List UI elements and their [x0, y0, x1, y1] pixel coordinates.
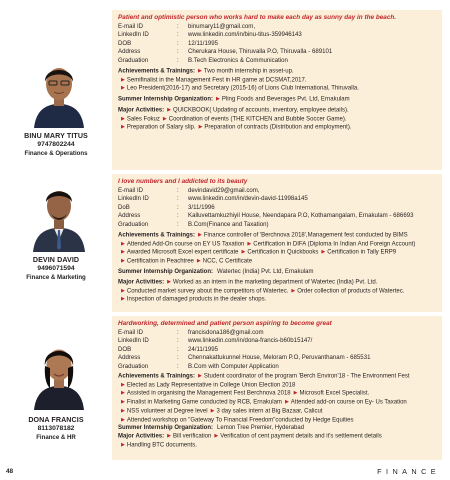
triangle-bullet-icon: ▶ [121, 296, 125, 303]
activities-section: Major Activities: ▶ Worked as an intern in the marketing department of Watertec (India) Pvt. Ltd. ▶ Conducted market survey about the competitors of Watertec. ▶ Order collection of products of Watertec. ▶ Inspection of damaged products in the dealer shops. [118, 279, 405, 303]
profile-info-panel [112, 10, 442, 170]
profile-devin-david [0, 174, 450, 312]
triangle-bullet-icon: ▶ [121, 76, 125, 83]
profile-name-block [0, 256, 112, 282]
profile-info-panel [112, 174, 442, 312]
triangle-bullet-icon: ▶ [214, 433, 219, 440]
profile-tagline: Hardworking, determined and patient person aspiring to become great [118, 320, 332, 327]
profile-name-block [0, 416, 112, 442]
triangle-bullet-icon: ▶ [167, 433, 171, 440]
detail-row: LinkedIn ID : www.linkedin.com/in/binu-titus-359946143 [118, 31, 302, 39]
detail-row: E-mail ID : devindavid29@gmail.com, [118, 187, 260, 194]
profile-photo-column [0, 316, 112, 460]
profile-info-panel [112, 316, 442, 460]
achievements-section: Achievements & Trainings: ▶ Finance controller of 'Berchnova 2018',Management fest conducted by BIMS ▶ Attended Add-On course on EY US Taxation ▶ Certification in DIFA (Diploma In Indian And Foreign Account) ▶ Awarded Microsoft Excel expert certificate ▶ Certification in Quickbooks ▶ Certification in Tally ERP9 ▶ Certification in Peachtree ▶ NCC, C Certificate [118, 232, 416, 265]
triangle-bullet-icon: ▶ [121, 124, 125, 131]
profile-department: Finance & Operations [24, 149, 88, 157]
profile-tagline: I love numbers and I addicted to its beauty [118, 178, 248, 185]
triangle-bullet-icon: ▶ [247, 240, 252, 247]
profile-details [118, 329, 437, 371]
profile-details [118, 187, 437, 229]
profile-photo-column [0, 10, 112, 170]
person-portrait-icon [30, 178, 88, 252]
triangle-bullet-icon: ▶ [321, 249, 326, 256]
detail-row: DOB : 12/11/1995 [118, 39, 219, 47]
triangle-bullet-icon: ▶ [121, 85, 125, 92]
triangle-bullet-icon: ▶ [198, 124, 203, 131]
profile-tagline: Patient and optimistic person who works hard to make each day as sunny day in the beach. [118, 14, 397, 21]
profile-photo [30, 178, 88, 252]
triangle-bullet-icon: ▶ [198, 373, 202, 380]
triangle-bullet-icon: ▶ [121, 240, 125, 247]
profile-name: DEVIN DAVID [32, 256, 80, 264]
triangle-bullet-icon: ▶ [241, 249, 246, 256]
detail-row: Address : Cherukara House, Thiruvalla P.O, Thiruvalla - 689101 [118, 48, 333, 56]
triangle-bullet-icon: ▶ [216, 96, 220, 103]
triangle-bullet-icon: ▶ [210, 407, 215, 414]
triangle-bullet-icon: ▶ [196, 258, 201, 265]
triangle-bullet-icon: ▶ [121, 115, 125, 122]
triangle-bullet-icon: ▶ [293, 390, 298, 397]
internship-section: Summer Internship Organization: Lemon Tree Premier, Hyderabad [118, 425, 305, 432]
profile-binu-mary-titus [0, 10, 450, 170]
triangle-bullet-icon: ▶ [167, 279, 171, 286]
profile-photo-column [0, 174, 112, 312]
triangle-bullet-icon: ▶ [198, 232, 202, 239]
detail-row: E-mail ID : francisdona186@gmail.com [118, 329, 264, 336]
triangle-bullet-icon: ▶ [121, 258, 125, 265]
activities-section: Major Activities: ▶ Bill verification ▶ Verification of cent payment details and it's settlement details ▶ Handling BTC documents. [118, 433, 382, 449]
profile-department: Finance & Marketing [26, 273, 86, 281]
triangle-bullet-icon: ▶ [121, 287, 125, 294]
detail-row: DOB : 24/11/1995 [118, 345, 219, 353]
profile-name: DONA FRANCIS [28, 416, 84, 424]
internship-section: Summer Internship Organization: Watertec (India) Pvt. Ltd, Ernakulam [118, 268, 314, 275]
internship-section: Summer Internship Organization: ▶ Pling Foods and Beverages Pvt. Ltd, Ernakulam [118, 96, 350, 103]
detail-row: E-mail ID : binumary11@gmail.com, [118, 23, 256, 30]
profile-details [118, 23, 437, 65]
triangle-bullet-icon: ▶ [121, 390, 125, 397]
detail-row: Graduation : B.Com(Finance and Taxation) [118, 220, 269, 228]
profile-phone: 9747802244 [37, 141, 75, 148]
triangle-bullet-icon: ▶ [284, 399, 289, 406]
achievements-section: Achievements & Trainings: ▶ Student coordinator of the program 'Berch Environ'18 - The Environment Fest ▶ Elected as Lady Representative in College Union Election 2018 ▶ Assisted in organising the Management Fest Berchnova 2018 ▶ Microsoft Excel Specialist. ▶ Finalist in Marketing Game conducted by RCB, Ernakulam ▶ Attended add-on course on Ey- Us Taxation ▶ NSS volunteer at Degree level ▶ 3 day sales intern at Big Bazaar, Calicut ▶ Attended workshop on "Gateway To Financial Freedom"conducted by Hedge Equities [118, 373, 410, 424]
profile-name-block [0, 132, 112, 158]
triangle-bullet-icon: ▶ [121, 399, 125, 406]
detail-row: LinkedIn ID : www.linkedin.com/in/dona-francis-b60b15147/ [118, 337, 313, 345]
detail-row: Address : Kalluvettamkuzhiyil House, Neendapara P.O, Kothamangalam, Ernakulam - 686693 [118, 212, 414, 220]
profile-photo [30, 54, 88, 128]
triangle-bullet-icon: ▶ [198, 68, 202, 75]
profile-dona-francis [0, 316, 450, 460]
profile-phone: 8113078182 [37, 425, 75, 432]
activities-section: Major Activities: ▶ QUICKBOOK( Updating of accounts, inventory, employee details). ▶ Sales Fokuz ▶ Coordination of events (THE KITCHEN and Bubble Soccer Game). ▶ Preparation of Salary slip. ▶ Preparation of contracts (Distribution and employment). [118, 106, 352, 131]
detail-row: LinkedIn ID : www.linkedin.com/in/devin-david-11998a145 [118, 195, 308, 203]
profile-photo [30, 336, 88, 410]
triangle-bullet-icon: ▶ [162, 115, 167, 122]
triangle-bullet-icon: ▶ [121, 442, 125, 449]
triangle-bullet-icon: ▶ [121, 249, 125, 256]
triangle-bullet-icon: ▶ [291, 287, 296, 294]
detail-row: Graduation : B.Tech Electronics & Communication [118, 56, 288, 64]
profile-department: Finance & HR [36, 433, 76, 441]
page-number: 48 [6, 468, 14, 475]
triangle-bullet-icon: ▶ [121, 416, 125, 423]
profile-name: BINU MARY TITUS [24, 132, 88, 140]
achievements-section: Achievements & Trainings: ▶ Two month internship in asset-up. ▶ Semifinalist in the Management Fest in HR game at DCSMAT,2017. ▶ Leo President(2016-17) and Secretary (2015-16) of Lions Club International, Thiruvalla. [118, 68, 359, 92]
triangle-bullet-icon: ▶ [121, 381, 125, 388]
detail-row: DoB : 3/11/1996 [118, 203, 215, 211]
section-title: FINANCE [377, 467, 440, 476]
detail-row: Address : Chennakattukunnel House, Meloram P.O, Peruvanthanam - 685531 [118, 354, 371, 362]
person-portrait-icon [30, 54, 88, 128]
triangle-bullet-icon: ▶ [121, 407, 125, 414]
triangle-bullet-icon: ▶ [167, 106, 171, 113]
person-portrait-icon [30, 336, 88, 410]
profile-phone: 9496071594 [37, 265, 75, 272]
detail-row: Graduation : B.Com with Computer Application [118, 362, 279, 370]
